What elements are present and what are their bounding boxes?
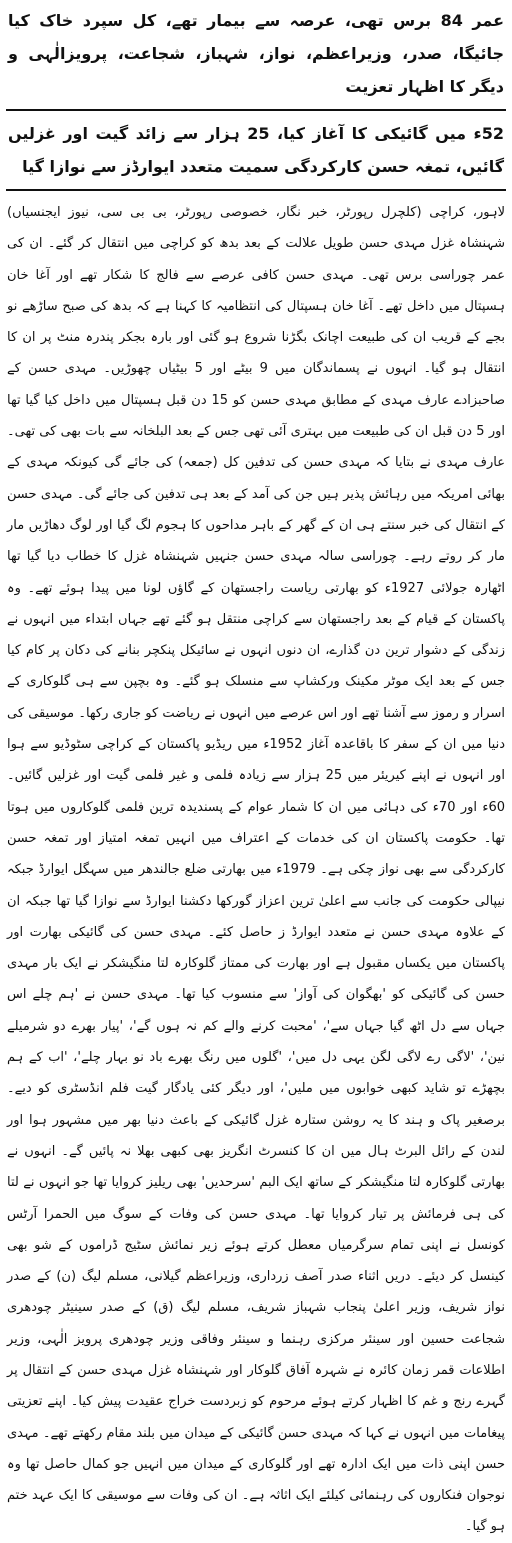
divider-rule-top — [6, 109, 506, 111]
divider-rule-bottom — [6, 189, 506, 191]
article-body: لاہور، کراچی (کلچرل رپورٹر، خبر نگار، خصوصی رپورٹر، بی بی سی، نیوز ایجنسیاں) شہنشاہ غزل مہدی حسن طویل علالت کے بعد بدھ کو کراچی میں انتقال کر گئے۔ ان کی عمر چوراسی برس تھی۔ مہدی حسن کافی عرصے سے فالج کا شکار تھے اور آغا خان ہسپتال میں داخل تھے۔ آغا خان ہسپتال کی انتظامیہ کا کہنا ہے کہ بدھ کی صبح ساڑھے نو بجے کے قریب ان کی طبیعت اچانک بگڑنا شروع ہو گئی اور بارہ بجکر پندرہ منٹ پر ان کا انتقال ہو گیا۔ انہوں نے پسماندگان میں 9 بیٹے اور 5 بیٹیاں چھوڑیں۔ مہدی حسن کے صاحبزادے عارف مہدی کے مطابق مہدی حسن کو 15 دن قبل ہسپتال میں داخل کیا گیا تھا اور 5 دن قبل ان کی طبیعت میں بہتری آئی تھی جس کے بعد البلخانہ سے بات بھی کی تھی۔ عارف مہدی نے بتایا کہ مہدی حسن کی تدفین کل (جمعہ) کی جائے گی کیونکہ مہدی کے بھائی امریکہ میں رہائش پذیر ہیں جن کی آمد کے بعد ہی تدفین کی جائے گی۔ مہدی حسن کے انتقال کی خبر سنتے ہی ان کے گھر کے باہر مداحوں کا ہجوم لگ گیا اور لوگ دھاڑیں مار مار کر روتے رہے۔ چوراسی سالہ مہدی حسن جنہیں شہنشاہ غزل کا خطاب دیا گیا تھا اٹھارہ جولائی 1927ء کو بھارتی ریاست راجستھان کے گاؤں لونا میں پیدا ہوئے تھے۔ وہ پاکستان کے قیام کے بعد راجستھان سے کراچی منتقل ہو گئے تھے جہاں ابتداء میں انہوں نے زندگی کے دشوار ترین دن گذارے، ان دنوں انہوں نے سائیکل پنکچر بنانے کی دکان پر کام کیا جس کے بعد ایک موٹر مکینک ورکشاپ سے منسلک ہو گئے۔ وہ بچپن سے ہی گلوکاری کے اسرار و رموز سے آشنا تھے اور اس عرصے میں انہوں نے ریاضت کو جاری رکھا۔ موسیقی کی دنیا میں ان کے سفر کا باقاعدہ آغاز 1952ء میں ریڈیو پاکستان کے کراچی سٹوڈیو سے ہوا اور انہوں نے اپنے کیریئر میں 25 ہزار سے زیادہ فلمی و غیر فلمی گیت اور غزلیں گائیں۔ 60ء اور 70ء کی دہائی میں ان کا شمار عوام کے پسندیدہ ترین فلمی گلوکاروں میں ہوتا تھا۔ حکومت پاکستان ان کی خدمات کے اعتراف میں انہیں تمغہ امتیاز اور تمغہ حسن کارکردگی سے بھی نواز چکی ہے۔ 1979ء میں بھارتی ضلع جالندھر میں سہگل ایوارڈ جبکہ نیپالی حکومت کی جانب سے اعلیٰ ترین اعزاز گورکھا دکشنا ایوارڈ سے نوازا گیا تھا جبکہ ان کے علاوہ مہدی حسن نے متعدد ایوارڈ ز حاصل کئے۔ مہدی حسن کی گائیکی بھارت اور پاکستان میں یکساں مقبول ہے اور بھارت کی ممتاز گلوکارہ لتا منگیشکر نے ایک بار مہدی حسن کی گائیکی کو 'بھگوان کی آواز' سے منسوب کیا تھا۔ مہدی حسن نے 'ہم چلے اس جہاں سے دل اٹھ گیا جہاں سے'، 'محبت کرنے والے کم نہ ہوں گے'، 'پیار بھرے دو شرمیلے نین'، 'لاگی رے لاگی لگن یہی دل میں'، 'گلوں میں رنگ بھرے باد نو بہار چلے'، 'اب کے ہم بچھڑے تو شاید کبھی خوابوں میں ملیں'، اور دیگر کئی یادگار گیت فلم انڈسٹری کو دیے۔ برصغیر پاک و ہند کا یہ روشن ستارہ غزل گائیکی کے باعث دنیا بھر میں مشہور ہوا اور لندن کے رائل البرٹ ہال میں ان کا کنسرٹ انگریز بھی کبھی بھلا نہ پائیں گے۔ انہوں نے بھارتی گلوکارہ لتا منگیشکر کے ساتھ ایک البم 'سرحدیں' بھی ریلیز کروایا تھا جو انہوں نے لتا کی ہی فرمائش پر تیار کروایا تھا۔ مہدی حسن کی وفات کے سوگ میں الحمرا آرٹس کونسل نے اپنی تمام سرگرمیاں معطل کرتے ہوئے زیر نمائش سٹیج ڈراموں کے شو بھی کینسل کر دیئے۔ دریں اثناء صدر آصف زرداری، وزیراعظم گیلانی، مسلم لیگ (ن) کے صدر نواز شریف، وزیر اعلیٰ پنجاب شہباز شریف، مسلم لیگ (ق) کے صدر سینیٹر چودھری شجاعت حسین اور سینئر مرکزی رہنما و سینئر وفاقی وزیر چودھری پرویز الٰہی، وزیر اطلاعات قمر زمان کائرہ نے شہرہ آفاق گلوکار اور شہنشاہ غزل مہدی حسن کے انتقال پر گہرے رنج و غم کا اظہار کرتے ہوئے مرحوم کو زبردست خراج عقیدت پیش کیا۔ اپنے تعزیتی پیغامات میں انہوں نے کہا کہ مہدی حسن گائیکی کے میدان میں بلند مقام رکھتے تھے۔ مہدی حسن اپنی ذات میں ایک ادارہ تھے اور گلوکاری کے میدان میں انہیں جو کمال حاصل تھا وہ نوجوان فنکاروں کی رہنمائی کیلئے ایک اثاثہ ہے۔ ان کی وفات سے موسیقی کا ایک عہد ختم ہو گیا۔ — [7, 205, 506, 1535]
headline-secondary: 52ء میں گائیکی کا آغاز کیا، 25 ہزار سے زائد گیت اور غزلیں گائیں، تمغہ حسن کارکردگی سمیت متعدد ایوارڈز سے نوازا گیا — [8, 124, 504, 176]
headline-primary: عمر 84 برس تھی، عرصہ سے بیمار تھے، کل سپرد خاک کیا جائیگا، صدر، وزیراعظم، نواز، شہباز، شجاعت، پرویزالٰہی و دیگر کا اظہار تعزیت — [8, 11, 504, 96]
